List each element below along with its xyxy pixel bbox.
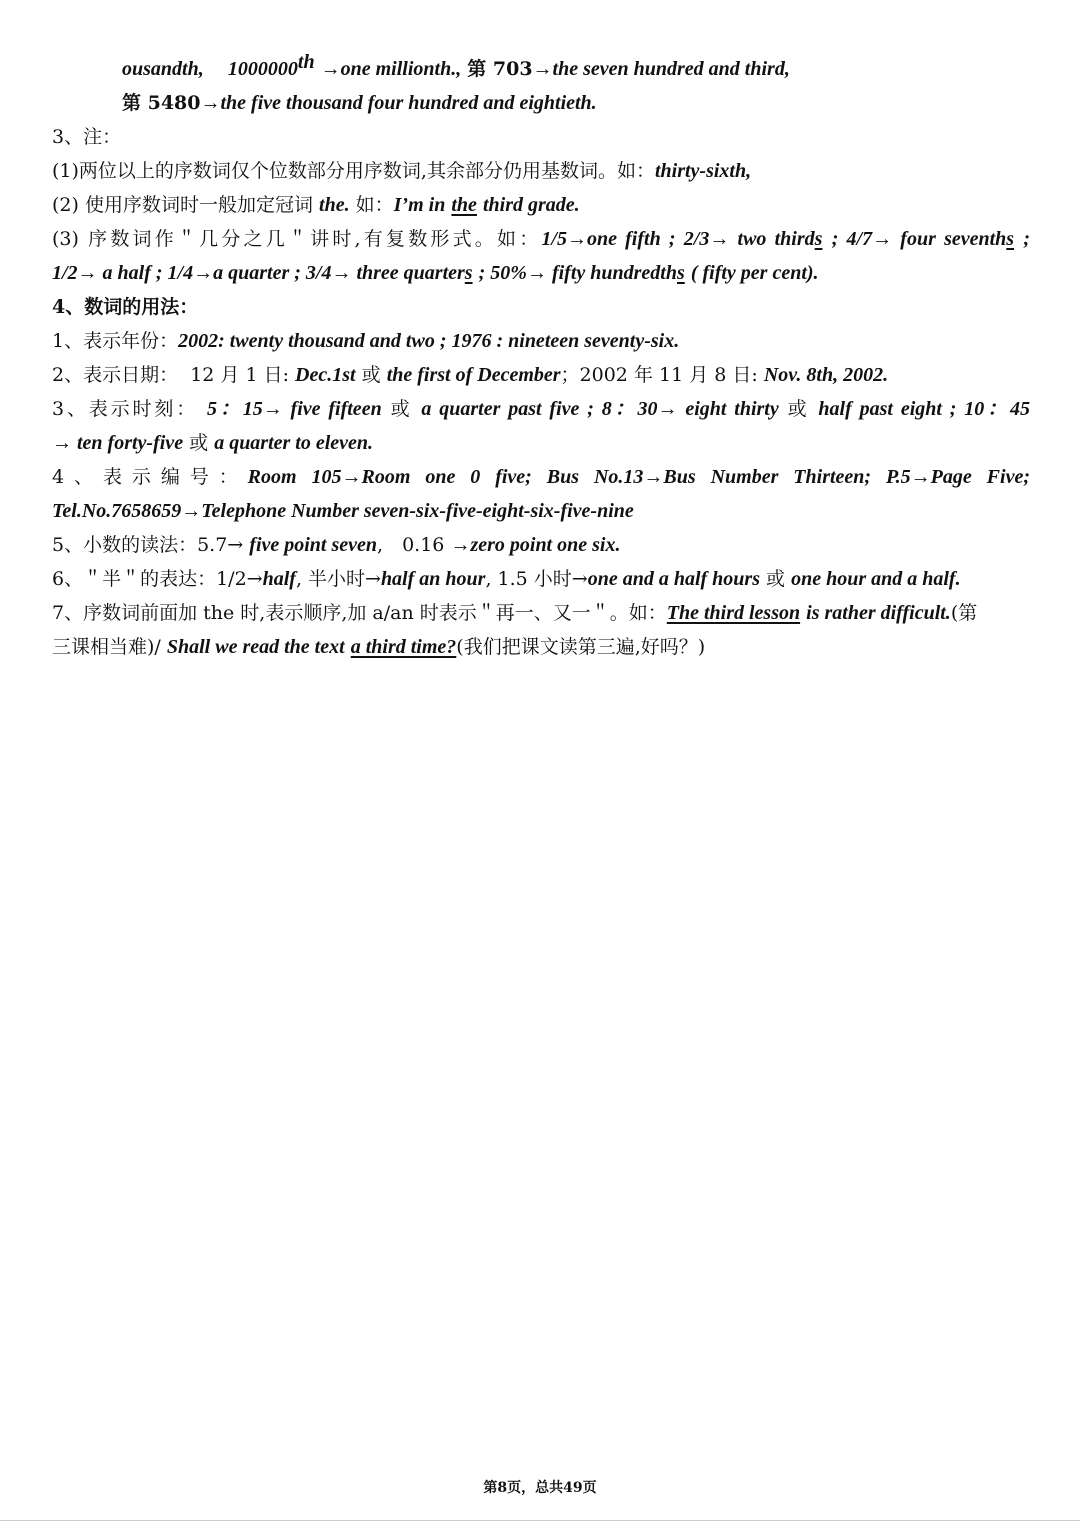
text: , 0.16 [377, 534, 445, 556]
text: the first of December [386, 364, 561, 386]
text: a quarter to eleven. [214, 432, 374, 454]
text: the. [319, 194, 350, 216]
underlined-text: a third time? [350, 636, 457, 658]
text: one and a half hours [587, 568, 760, 590]
text: (1)两位以上的序数词仅个位数部分用序数词,其余部分仍用基数词。如： [52, 160, 655, 182]
line-8 [52, 290, 1030, 324]
page-footer: 第8页，总共49页 [483, 1480, 597, 1496]
text: →the five thousand four hundred and eightieth. [200, 92, 597, 114]
line-18 [52, 630, 1030, 664]
text: (3) 序数词作＂几分之几＂讲时,有复数形式。如： [52, 228, 542, 250]
text: (第 [950, 602, 978, 624]
text: , 1.5 小时→ [485, 568, 588, 590]
text: 第 703 [467, 58, 533, 80]
text: half [262, 568, 296, 590]
section-heading: 4、数词的用法： [52, 296, 199, 318]
text: 第 5480 [122, 92, 201, 114]
underlined-text: The third lesson [666, 602, 801, 624]
text: half past eight ; 10：45 [818, 398, 1030, 420]
text: ；2002 年 11 月 8 日: [560, 364, 758, 386]
line-17 [52, 596, 1030, 630]
text: ; [1023, 228, 1030, 250]
line-11 [52, 392, 1030, 426]
line-1 [122, 52, 1030, 86]
text: 7、序数词前面加 the 时,表示顺序,加 a/an 时表示＂再一、又一＂。如： [52, 602, 667, 624]
line-13 [52, 460, 1030, 494]
text: a quarter past five ; 8：30→ eight thirty [421, 398, 779, 420]
text: , 半小时→ [295, 568, 381, 590]
text: Room 105→Room one 0 five; Bus No.13→Bus Number Thirteen; P.5→Page Five; [247, 466, 1030, 488]
text: 1/2→ a half ; 1/4→a quarter ; 3/4→ three quarter [52, 262, 465, 284]
text: 或 [766, 568, 786, 590]
underlined-text: s [1006, 228, 1015, 250]
text: Shall we read the text [166, 636, 345, 658]
text: 或 [361, 364, 381, 386]
text: 1/5→one fifth ; 2/3→ two third [541, 228, 815, 250]
text: 12 月 1 日: [190, 364, 289, 386]
text: 5、小数的读法：5.7→ [52, 534, 244, 556]
text: thirty-sixth, [654, 160, 752, 182]
line-5 [52, 188, 1030, 222]
text: 或 [787, 398, 810, 420]
text: 2、表示日期： [52, 364, 179, 386]
text: ousandth, [122, 58, 204, 80]
text: ; 4/7→ four seventh [831, 228, 1007, 250]
text: one hour and a half. [791, 568, 961, 590]
text: is rather difficult. [806, 602, 951, 624]
bottom-divider [0, 1520, 1080, 1521]
underlined-text: the [451, 194, 477, 216]
text: 三课相当难)/ [52, 636, 161, 658]
text: half an hour [380, 568, 486, 590]
text: 6、＂半＂的表达：1/2→ [52, 568, 263, 590]
line-3 [52, 120, 1030, 154]
text: →one millionth., [320, 58, 462, 80]
text: 如： [355, 194, 394, 216]
text: →zero point one six. [450, 534, 621, 556]
text: 1000000 [227, 58, 298, 80]
text: 1、表示年份： [52, 330, 179, 352]
line-16 [52, 562, 1030, 596]
line-12 [52, 426, 1030, 460]
text: Nov. 8th, 2002. [763, 364, 889, 386]
text: ( fifty per cent). [690, 262, 819, 284]
text: 2002: twenty thousand and two ; 1976 : nineteen seventy-six. [178, 330, 680, 352]
text: ; 50%→ fifty hundredth [478, 262, 677, 284]
underlined-text: s [676, 262, 685, 284]
underlined-text: s [464, 262, 473, 284]
text: third grade. [482, 194, 580, 216]
text: 4、表示编号： [52, 466, 248, 488]
text: Dec.1st [295, 364, 356, 386]
text: → ten forty-five [52, 432, 184, 454]
text: 3、表示时刻： [52, 398, 199, 420]
underlined-text: s [814, 228, 823, 250]
text: five point seven [249, 534, 378, 556]
line-6 [52, 222, 1030, 256]
text: 或 [390, 398, 413, 420]
text: 5：15→ five fifteen [206, 398, 382, 420]
line-2 [122, 86, 1030, 120]
text: (我们把课文读第三遍,好吗？) [456, 636, 706, 658]
line-9 [52, 324, 1030, 358]
text: 或 [189, 432, 209, 454]
superscript: th [297, 52, 315, 73]
text: (2) 使用序数词时一般加定冠词 [52, 194, 313, 216]
line-14 [52, 494, 1030, 528]
line-7 [52, 256, 1030, 290]
heading: 3、注： [52, 126, 122, 148]
text: →the seven hundred and third, [532, 58, 790, 80]
text: Tel.No.7658659→Telephone Number seven-six-five-eight-six-five-nine [52, 500, 634, 522]
line-4 [52, 154, 1030, 188]
line-15 [52, 528, 1030, 562]
text: I’m in [393, 194, 446, 216]
line-10 [52, 358, 1030, 392]
